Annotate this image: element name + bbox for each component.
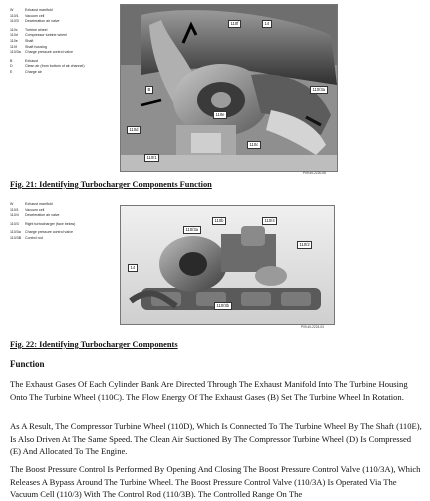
legend-text: Deceleration air valve — [25, 19, 60, 24]
legend-code: 110/1 — [10, 207, 19, 212]
legend-code: 110/3B — [10, 235, 22, 240]
figure22-legend — [10, 202, 75, 242]
legend-row — [10, 70, 85, 76]
legend-code: 110/3 — [10, 19, 19, 24]
legend-text: Charge pressure control valve — [25, 50, 73, 55]
legend-text: Shaft — [25, 38, 34, 43]
figure21-caption: Fig. 21: Identifying Turbocharger Components Function — [10, 180, 212, 189]
callout-110b: 110b — [212, 217, 226, 225]
legend-text: Deceleration air valve — [25, 213, 60, 218]
callout-110-3a: 110/3a — [310, 86, 328, 94]
paragraph-3: The Boost Pressure Control Is Performed By Opening And Closing The Boost Pressure Control Valve (110/3A), Which Releases A Bypass Around The Turbine Wheel. The Boost Pressure Control Valve (110/3A) Is Operated Via The Vacuum Cell (110/3) With The Control Rod (110/3B). The Controlled Range On The — [10, 464, 421, 500]
legend-code: 110/1 — [10, 13, 19, 18]
legend-code: 110/4 — [10, 213, 19, 218]
legend-row — [10, 222, 75, 228]
paragraph-2: As A Result, The Compressor Turbine Wheel (110D), Which Is Connected To The Turbine Wheel By The Shaft (110E), Is Also Driven At The Same Speed. The Clean Air Suctioned By The Compressor Turbine Wheel (D) Is Compressed (E) And Allocated To The Engine. — [10, 421, 422, 457]
legend-text: Right turbocharger (face below) — [25, 221, 76, 226]
callout-B: B — [145, 86, 153, 94]
callout-110e: 110e — [213, 111, 227, 119]
legend-text: Exhaust manifold — [25, 202, 53, 206]
section-heading: Function — [10, 359, 45, 369]
callout-14: 14 — [262, 20, 272, 28]
paragraph-1: The Exhaust Gases Of Each Cylinder Bank Are Directed Through The Exhaust Manifold Into The Turbine Housing Onto The Turbine Wheel (110C). The Flow Energy Of The Exhaust Gases (B) Set The Turbine Wheel In Rotation. — [10, 379, 408, 402]
callout-110-1: 110/1 — [144, 154, 159, 162]
legend-row — [10, 236, 75, 242]
figure22-caption: Fig. 22: Identifying Turbocharger Components — [10, 340, 178, 349]
legend-code: W — [10, 202, 14, 206]
figure21-id: P09.40-2220-06 — [303, 171, 326, 175]
legend-code: W — [10, 8, 14, 12]
callout-110f: 110f — [228, 20, 241, 28]
callout-110-3b: 110/3b — [214, 302, 232, 310]
legend-text: Charge pressure control valve — [25, 230, 73, 235]
legend-code: 110/3a — [10, 50, 21, 55]
callout-110c: 110c — [247, 141, 261, 149]
legend-code: 110/3 — [10, 221, 19, 226]
legend-text: Shaft housing — [25, 44, 47, 49]
legend-code: 110e — [10, 38, 18, 43]
callout-110d: 110d — [127, 126, 141, 134]
legend-text: Clean air (from bottom of air channel) — [25, 64, 85, 69]
legend-code: B — [10, 58, 13, 63]
legend-text: Charge air — [25, 69, 42, 74]
callout-110-2: 110/2 — [297, 241, 312, 249]
legend-code: 110f — [10, 44, 17, 49]
legend-code: 110c — [10, 27, 18, 32]
figure21-legend — [10, 8, 85, 76]
figure22-id: P09.40-2224-03 — [301, 325, 324, 329]
legend-code: 110/3a — [10, 230, 21, 235]
legend-text: Control rod — [25, 235, 43, 240]
legend-text: Exhaust manifold — [25, 8, 53, 12]
legend-text: Vacuum cell — [25, 13, 45, 18]
legend-text: Vacuum cell — [25, 207, 45, 212]
callout-110-3a-b: 110/3a — [183, 226, 201, 234]
legend-code: 110d — [10, 33, 18, 38]
legend-code: E — [10, 69, 13, 74]
callout-14-b: 14 — [128, 264, 138, 272]
legend-text: Turbine wheel — [25, 27, 48, 32]
legend-code: D — [10, 64, 13, 69]
legend-text: Compressor turbine wheel — [25, 33, 67, 38]
legend-text: Exhaust — [25, 58, 38, 63]
callout-110-4: 110/4 — [262, 217, 277, 225]
